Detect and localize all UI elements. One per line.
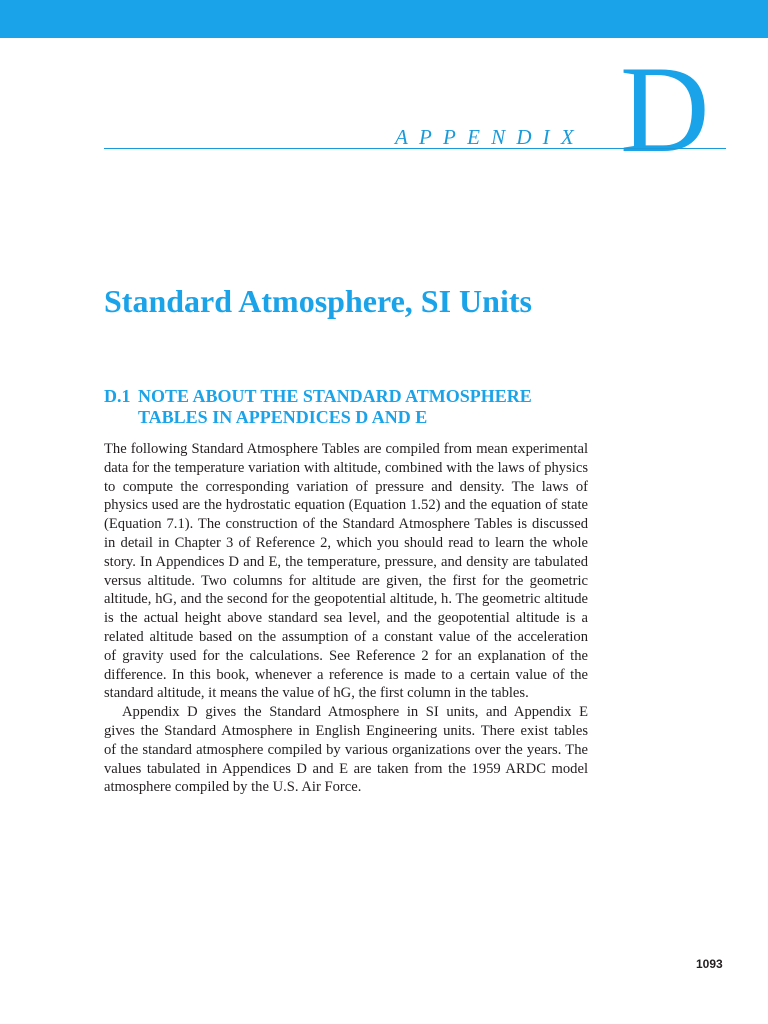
chapter-title: Standard Atmosphere, SI Units [104,283,532,319]
text-line: in detail in Chapter 3 of Reference 2, which you should read to learn the whole [104,534,588,551]
appendix-rule [104,148,726,149]
text-line: gives the Standard Atmosphere in English Engineering units. There exist tables [104,722,588,739]
body-text [104,440,588,797]
text-line: data for the temperature variation with altitude, combined with the laws of physics [104,459,588,476]
page-number: 1093 [696,957,723,971]
text-line: to compute the corresponding variation of pressure and density. The laws of [104,478,588,495]
text-line: related altitude based on the assumption of a constant value of the acceleration [104,628,588,645]
section-heading [104,386,532,428]
text-line: difference. In this book, whenever a reference is made to a certain value of the [104,666,588,683]
section-number: D.1 [104,386,131,406]
paragraph-2 [104,703,588,797]
text-line: of the standard atmosphere compiled by various organizations over the years. The [104,741,588,758]
text-line: values tabulated in Appendices D and E are taken from the 1959 ARDC model [104,760,588,777]
section-heading-line-1 [104,386,532,407]
appendix-label: APPENDIX [395,125,585,149]
text-line: The following Standard Atmosphere Tables are compiled from mean experimental [104,441,588,457]
text-line: Appendix D gives the Standard Atmosphere in SI units, and Appendix E [122,704,588,721]
text-line: altitude, hG, and the second for the geopotential altitude, h. The geometric altitude [104,591,588,608]
text-line: story. In Appendices D and E, the temperature, pressure, and density are tabulated [104,553,588,570]
section-heading-line-2: TABLES IN APPENDICES D AND E [138,407,428,427]
top-color-band [0,0,768,38]
text-line: standard altitude, it means the value of hG, the first column in the tables. [104,685,529,702]
appendix-letter: D [620,41,710,178]
text-line: physics used are the hydrostatic equation (Equation 1.52) and the equation of state [104,497,588,514]
section-heading-text-1: NOTE ABOUT THE STANDARD ATMOSPHERE [138,386,532,406]
text-line: atmosphere compiled by the U.S. Air Force. [104,779,362,796]
paragraph-1 [104,440,588,703]
text-line: (Equation 7.1). The construction of the Standard Atmosphere Tables is discussed [104,516,588,533]
text-line: versus altitude. Two columns for altitude are given, the first for the geometric [104,572,588,589]
text-line: is the actual height above standard sea level, and the geopotential altitude is a [104,610,588,627]
text-line: of gravity used for the calculations. See Reference 2 for an explanation of the [104,647,588,664]
